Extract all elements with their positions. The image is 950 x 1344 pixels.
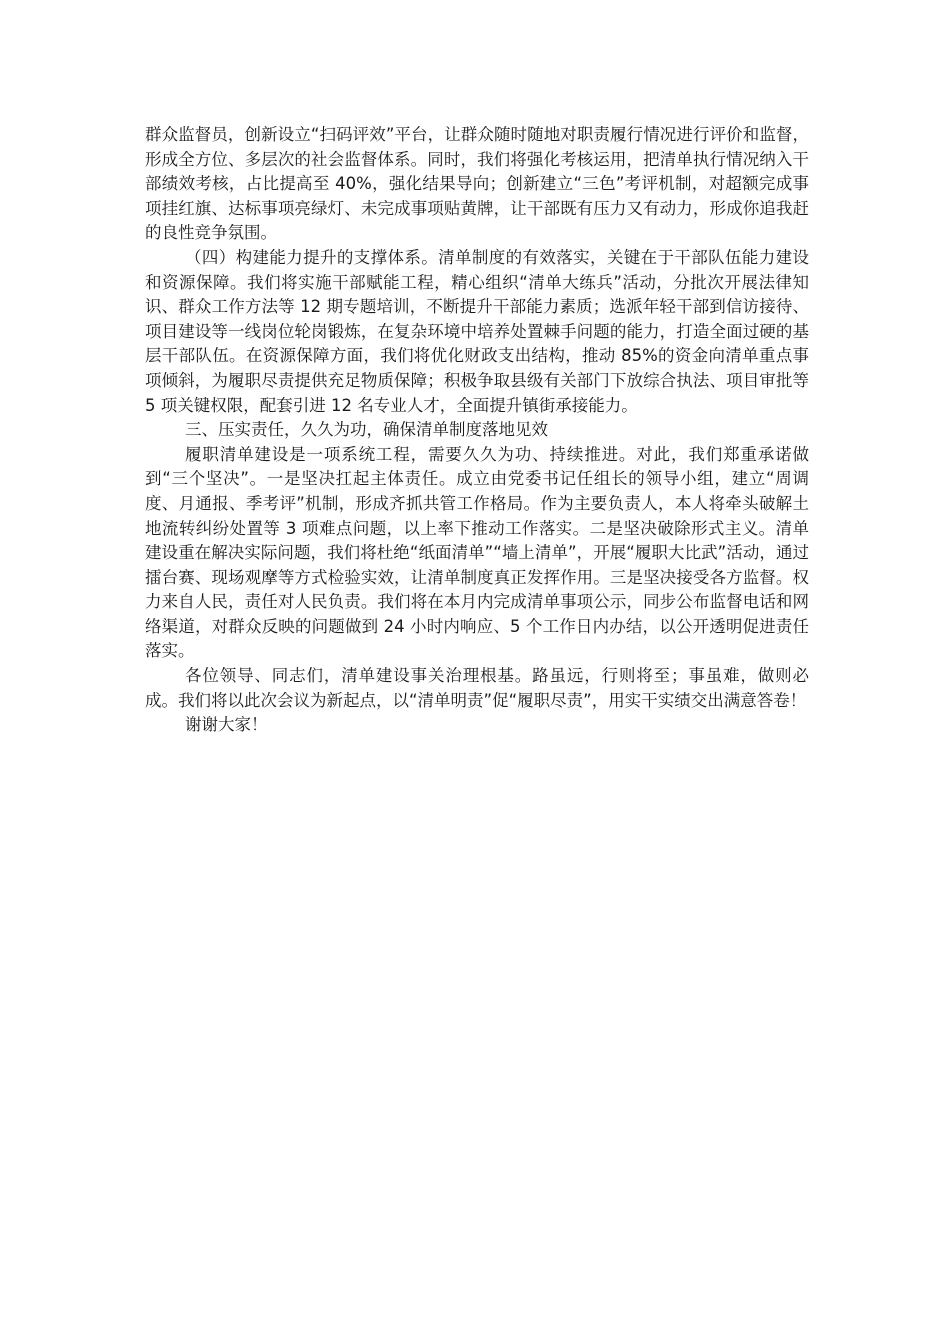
section-heading-three: 三、压实责任，久久为功，确保清单制度落地见效 (185, 420, 548, 440)
paragraph-thanks: 谢谢大家！ (185, 715, 268, 735)
document-body (145, 123, 809, 738)
paragraph-supervision: 群众监督员，创新设立“扫码评效”平台，让群众随时随地对职责履行情况进行评价和监督，形成全方位、多层次的社会监督体系。同时，我们将强化考核运用，把清单执行情况纳入干部绩效考核，占比提高至 40%，强化结果导向；创新建立“三色”考评机制，对超额完成事项挂红旗、达标事项亮绿灯、未完成事项贴黄牌，让干部既有压力又有动力，形成你追我赶的良性竞争氛围。 (145, 125, 809, 243)
paragraph-three-resolves: 履职清单建设是一项系统工程，需要久久为功、持续推进。对此，我们郑重承诺做到“三个坚决”。一是坚决扛起主体责任。成立由党委书记任组长的领导小组，建立“周调度、月通报、季考评”机制，形成齐抓共管工作格局。作为主要负责人，本人将牵头破解土地流转纠纷处置等 3 项难点问题，以上率下推动工作落实。二是坚决破除形式主义。清单建设重在解决实际问题，我们将杜绝“纸面清单”“墙上清单”，开展“履职大比武”活动，通过擂台赛、现场观摩等方式检验实效，让清单制度真正发挥作用。三是坚决接受各方监督。权力来自人民，责任对人民负责。我们将在本月内完成清单事项公示，同步公布监督电话和网络渠道，对群众反映的问题做到 24 小时内响应、5 个工作日内办结，以公开透明促进责任落实。 (145, 444, 809, 661)
paragraph-closing: 各位领导、同志们，清单建设事关治理根基。路虽远，行则将至；事虽难，做则必成。我们将以此次会议为新起点，以“清单明责”促“履职尽责”，用实干实绩交出满意答卷！ (145, 666, 809, 710)
paragraph-capacity-system: （四）构建能力提升的支撑体系。清单制度的有效落实，关键在于干部队伍能力建设和资源保障。我们将实施干部赋能工程，精心组织“清单大练兵”活动，分批次开展法律知识、群众工作方法等 12 期专题培训，不断提升干部能力素质；选派年轻干部到信访接待、项目建设等一线岗位轮岗锻炼，在复杂环境中培养处置棘手问题的能力，打造全面过硬的基层干部队伍。在资源保障方面，我们将优化财政支出结构，推动 85%的资金向清单重点事项倾斜，为履职尽责提供充足物质保障；积极争取县级有关部门下放综合执法、项目审批等 5 项关键权限，配套引进 12 名专业人才，全面提升镇街承接能力。 (145, 247, 809, 415)
